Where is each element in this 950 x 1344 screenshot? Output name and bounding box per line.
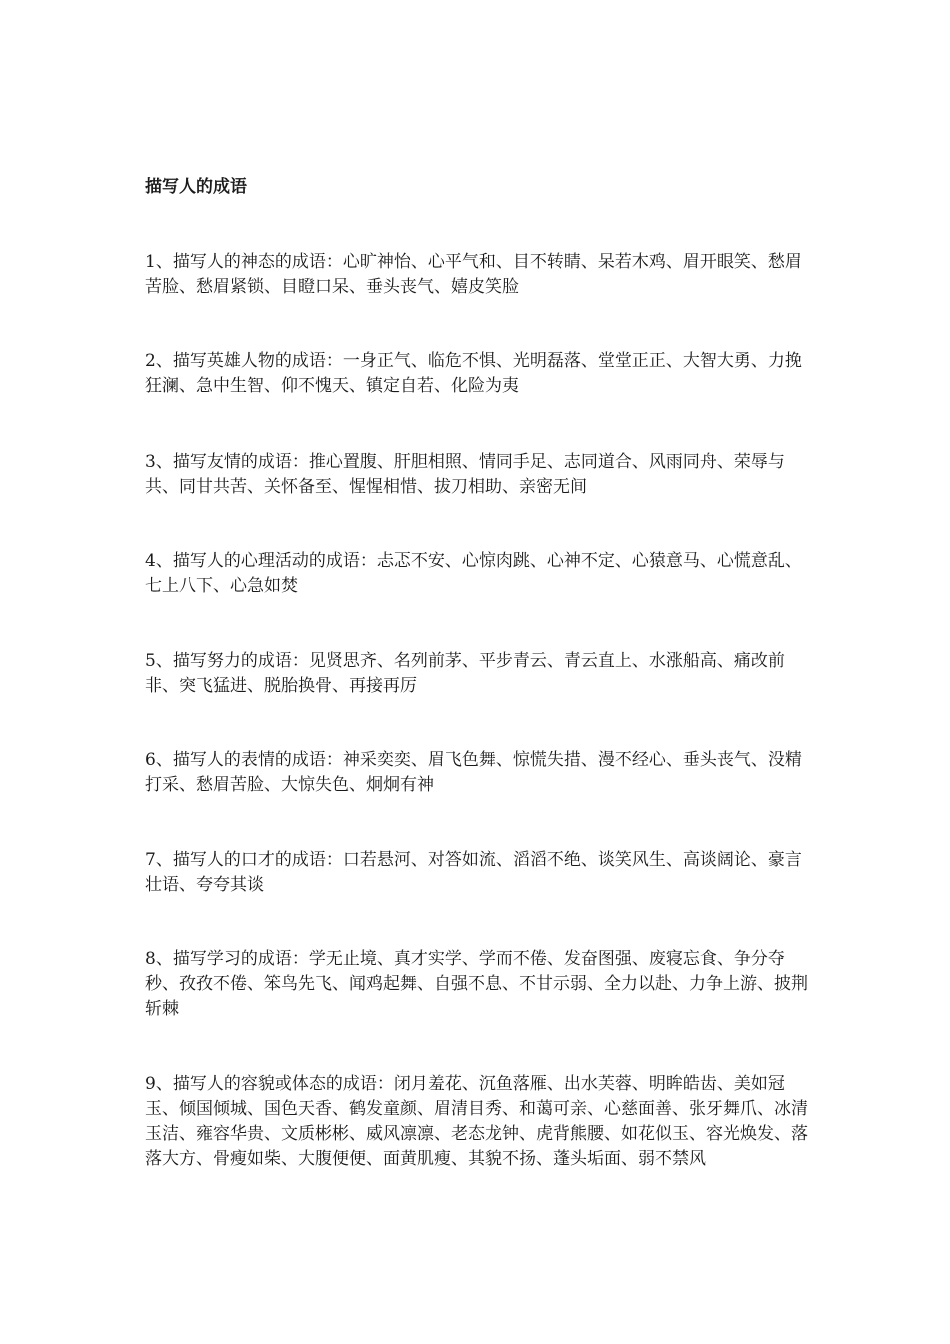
idiom-entry-5: 5、描写努力的成语：见贤思齐、名列前茅、平步青云、青云直上、水涨船高、痛改前非、突飞猛进、脱胎换骨、再接再厉	[145, 651, 785, 696]
idiom-entry-2: 2、描写英雄人物的成语：一身正气、临危不惧、光明磊落、堂堂正正、大智大勇、力挽狂澜、急中生智、仰不愧天、镇定自若、化险为夷	[145, 351, 802, 396]
idiom-entry-9: 9、描写人的容貌或体态的成语：闭月羞花、沉鱼落雁、出水芙蓉、明眸皓齿、美如冠玉、倾国倾城、国色天香、鹤发童颜、眉清目秀、和蔼可亲、心慈面善、张牙舞爪、冰清玉洁、雍容华贵、文质彬彬、威风凛凛、老态龙钟、虎背熊腰、如花似玉、容光焕发、落落大方、骨瘦如柴、大腹便便、面黄肌瘦、其貌不扬、蓬头垢面、弱不禁风	[145, 1074, 808, 1169]
idiom-entry-3: 3、描写友情的成语：推心置腹、肝胆相照、情同手足、志同道合、风雨同舟、荣辱与共、同甘共苦、关怀备至、惺惺相惜、拔刀相助、亲密无间	[145, 452, 785, 497]
idiom-entry-1: 1、描写人的神态的成语：心旷神怡、心平气和、目不转睛、呆若木鸡、眉开眼笑、愁眉苦脸、愁眉紧锁、目瞪口呆、垂头丧气、嬉皮笑脸	[145, 252, 802, 297]
document-title: 描写人的成语	[145, 177, 247, 197]
idiom-entry-8: 8、描写学习的成语：学无止境、真才实学、学而不倦、发奋图强、废寝忘食、争分夺秒、孜孜不倦、笨鸟先飞、闻鸡起舞、自强不息、不甘示弱、全力以赴、力争上游、披荆斩棘	[145, 949, 808, 1019]
idiom-entry-7: 7、描写人的口才的成语：口若悬河、对答如流、滔滔不绝、谈笑风生、高谈阔论、豪言壮语、夸夸其谈	[145, 850, 802, 895]
idiom-entry-4: 4、描写人的心理活动的成语：忐忑不安、心惊肉跳、心神不定、心猿意马、心慌意乱、七上八下、心急如焚	[145, 551, 802, 596]
idiom-entry-6: 6、描写人的表情的成语：神采奕奕、眉飞色舞、惊慌失措、漫不经心、垂头丧气、没精打采、愁眉苦脸、大惊失色、炯炯有神	[145, 750, 802, 795]
